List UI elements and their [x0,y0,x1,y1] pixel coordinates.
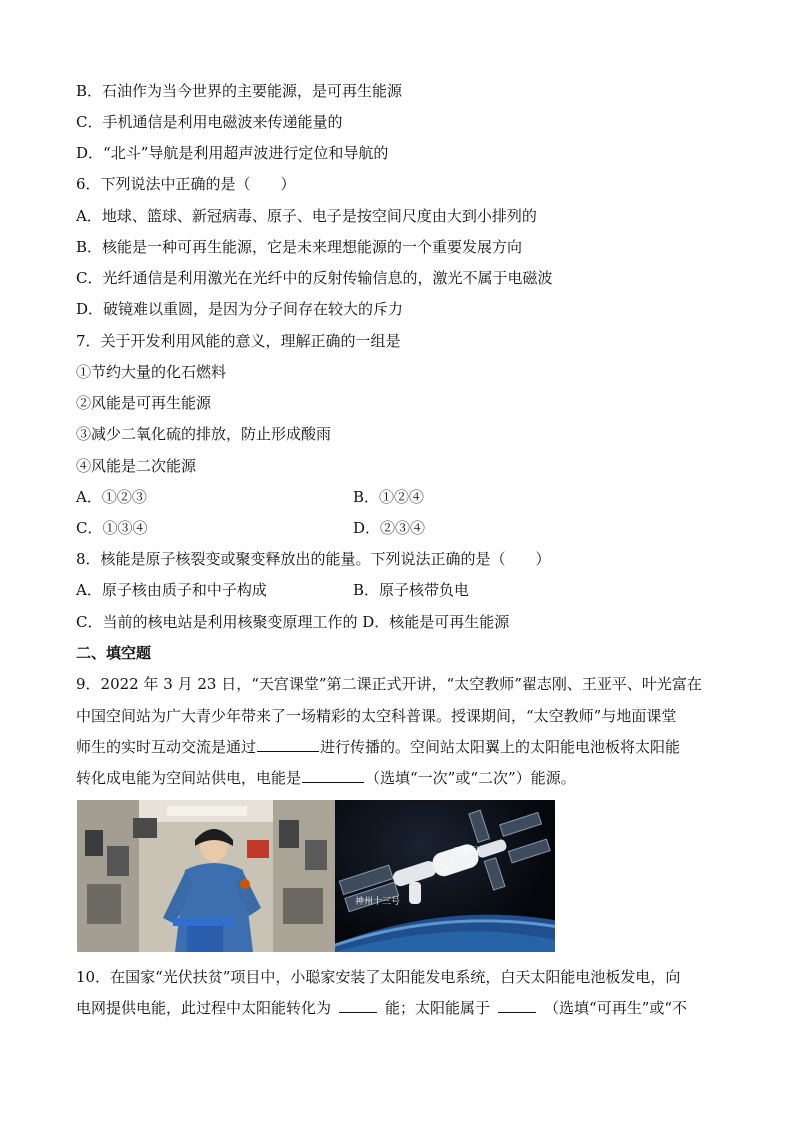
q8-stem: 8．核能是原子核裂变或聚变释放出的能量。下列说法正确的是（ ） [76,550,551,568]
label-tianhe: 天和号 [453,847,481,857]
q7-stem: 7．关于开发利用风能的意义，理解正确的一组是 [76,332,401,350]
q10-line-2-mid: 能；太阳能属于 [385,999,491,1017]
q6-option-a: A．地球、篮球、新冠病毒、原子、电子是按空间尺度由大到小排列的 [76,207,537,225]
q7-option-c: C．①③④ [76,519,148,537]
q10-blank-1[interactable] [339,998,377,1013]
q9-blank-2[interactable] [302,768,364,783]
q7-statement-4: ④风能是二次能源 [76,457,197,475]
q6-option-c: C．光纤通信是利用激光在光纤中的反射传输信息的，激光不属于电磁波 [76,269,553,287]
q7-statement-2: ②风能是可再生能源 [76,394,212,412]
q10-line-2 [76,998,726,1018]
q7-options-row-2 [76,518,726,538]
q6-option-d: D．破镜难以重圆，是因为分子间存在较大的斥力 [76,300,404,318]
q8-option-b: B．原子核带负电 [353,581,470,599]
q9-line-3-start: 师生的实时互动交流是通过 [76,738,257,756]
q5-option-b: B．石油作为当今世界的主要能源，是可再生能源 [76,82,403,100]
space-station-illustration [335,800,555,952]
section-heading-fill-blank: 二、填空题 [76,644,152,662]
q5-option-c: C．手机通信是利用电磁波来传递能量的 [76,113,343,131]
q5-option-d: D．“北斗”导航是利用超声波进行定位和导航的 [76,144,389,162]
q9-line-3-end: 进行传播的。空间站太阳翼上的太阳能电池板将太阳能 [320,738,681,756]
q10-line-1: 10．在国家“光伏扶贫”项目中，小聪家安装了太阳能发电系统，白天太阳能电池板发电，向 [76,968,681,986]
space-classroom-photo [77,800,335,952]
q7-statement-3: ③减少二氧化硫的排放，防止形成酸雨 [76,425,332,443]
q9-line-4-start: 转化成电能为空间站供电，电能是 [76,769,302,787]
tiangong-figure [77,800,555,952]
q10-blank-2[interactable] [498,998,536,1013]
label-shenzhou: 神州十三号 [355,897,401,907]
q9-line-4 [76,768,726,788]
q7-statement-1: ①节约大量的化石燃料 [76,363,227,381]
q8-options-row-1 [76,580,726,600]
q7-option-b: B．①②④ [353,488,425,506]
q6-option-b: B．核能是一种可再生能源，它是未来理想能源的一个重要发展方向 [76,238,523,256]
q9-blank-1[interactable] [257,737,319,752]
q8-option-a: A．原子核由质子和中子构成 [76,581,267,599]
q8-options-cd: C．当前的核电站是利用核聚变原理工作的 D．核能是可再生能源 [76,613,510,631]
q7-options-row-1 [76,487,726,507]
q10-line-2-end: （选填“可再生”或“不 [544,999,688,1017]
q10-line-2-start: 电网提供电能，此过程中太阳能转化为 [76,999,332,1017]
q9-line-3 [76,737,726,757]
q9-line-2: 中国空间站为广大青少年带来了一场精彩的太空科普课。授课期间，“太空教师”与地面课堂 [76,707,677,725]
q7-option-a: A．①②③ [76,488,147,506]
q7-option-d: D．②③④ [353,519,426,537]
q9-line-1: 9．2022 年 3 月 23 日，“天宫课堂”第二课正式开讲，“太空教师”翟志刚、王亚平、叶光富在 [76,675,702,693]
q9-line-4-end: （选填“一次”或“二次”）能源。 [365,769,576,787]
q6-stem: 6．下列说法中正确的是（ ） [76,175,296,193]
